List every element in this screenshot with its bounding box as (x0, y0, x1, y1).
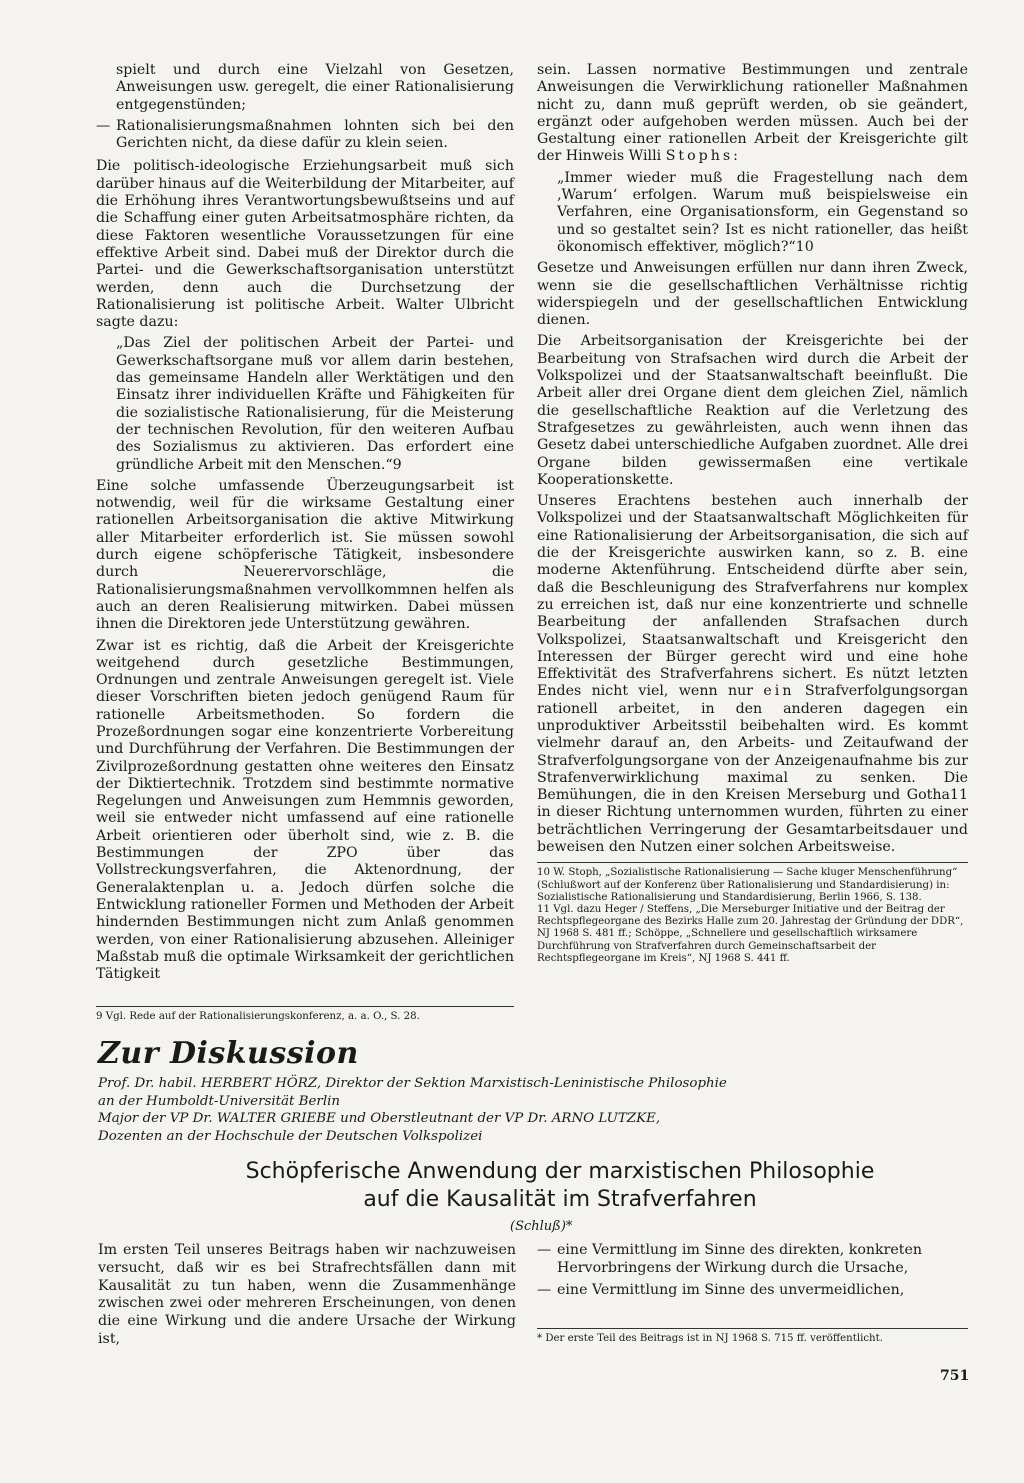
author-block (98, 1075, 958, 1145)
author-line: Prof. Dr. habil. HERBERT HÖRZ, Direktor der Sektion Marxistisch-Leninistische Philosophie (98, 1076, 727, 1091)
page-number: 751 (940, 1368, 970, 1384)
article-title (180, 1158, 940, 1214)
paragraph-text: Unseres Erachtens bestehen auch innerhalb der Volkspolizei und der Staatsanwaltschaft Möglichkeiten für eine Rationalisierung der Arbeitsorganisation, die sich auf die der Kreisgerichte auswirken kann, so z. B. eine moderne Aktenführung. Entscheidend dürfte aber sein, daß die Beschleunigung des Strafverfahrens nur komplex zu erreichen ist, daß nur eine konzentrierte und schnelle Bearbeitung der anfallenden Strafsachen durch Volkspolizei, Staatsanwaltschaft und Kreisgericht den Interessen der Bürger gerecht wird und eine hohe Effektivität des Strafverfahrens sichert. Es nützt letzten Endes nicht viel, wenn nur (537, 493, 968, 700)
dash-symbol: — (537, 1281, 552, 1298)
article-intro: Im ersten Teil unseres Beitrags haben wir nachzuweisen versucht, daß wir es bei Strafrechtsfällen dann mit Kausalität zu tun haben, wenn die Zusammenhänge zwischen zwei oder mehreren Erscheinungen, von denen die eine Wirkung und die andere Ursache der Wirkung ist, (98, 1242, 516, 1347)
footnote-text: * Der erste Teil des Beitrags ist in NJ 1968 S. 715 ff. veröffentlicht. (537, 1333, 883, 1344)
article-list (537, 1242, 968, 1303)
spaced-name: Stophs (665, 148, 734, 165)
paragraph: Zwar ist es richtig, daß die Arbeit der Kreisgerichte weitgehend durch gesetzliche Bestimmungen, Ordnungen und zentrale Anweisungen geregelt ist. Viele dieser Vorschriften bieten jedoch genügend Raum für rationelle Arbeitsmethoden. So fordern die Prozeßordnungen sogar eine konzentrierte Vorbereitung und Durchführung der Verfahren. Die Bestimmungen der Zivilprozeßordnung gestatten ohne weiteres den Einsatz der Diktiertechnik. Trotzdem sind bestimmte normative Regelungen und Anweisungen zum Hemmnis geworden, weil sie entweder nicht umfassend auf eine rationelle Arbeit orientieren oder überholt sind, wie z. B. die Bestimmungen der ZPO über das Vollstreckungsverfahren, die Aktenordnung, der Generalaktenplan u. a. Jedoch dürfen solche die Entwicklung rationeller Formen und Methoden der Arbeit hindernden Bestimmungen nicht zum Anlaß genommen werden, von einer Rationalisierung abzusehen. Alleiniger Maßstab muß die optimale Wirksamkeit der gerichtlichen Tätigkeit (96, 637, 514, 983)
paragraph: Gesetze und Anweisungen erfüllen nur dann ihren Zweck, wenn sie die gesellschaftlichen Verhältnisse richtig widerspiegeln und der gesellschaftlichen Entwicklung dienen. (537, 260, 968, 329)
title-line: auf die Kausalität im Strafverfahren (363, 1187, 757, 1212)
footnote-rule (96, 1006, 514, 1007)
spaced-word: ein (763, 683, 795, 700)
continuation-item: spielt und durch eine Vielzahl von Gesetzen, Anweisungen usw. geregelt, die einer Rationalisierung entgegenstünden; (116, 62, 514, 113)
footnote-rule (537, 862, 968, 863)
star-footnote (537, 1322, 968, 1345)
dash-list-item (537, 1242, 968, 1278)
dash-item-text: eine Vermittlung im Sinne des direkten, konkreten Hervorbringens der Wirkung durch die Ursache, (557, 1242, 923, 1276)
paragraph (537, 62, 968, 166)
footnote-10: 10 W. Stoph, „Sozialistische Rationalisierung — Sache kluger Menschenführung“ (Schlußwort auf der Konferenz über Rationalisierung und Standardisierung) in: Sozialistische Rationalisierung und Standardisierung, Berlin 1966, S. 138. (537, 867, 958, 903)
stoph-quote: „Immer wieder muß die Fragestellung nach dem ‚Warum‘ erfolgen. Warum muß beispielsweise ein Verfahren, eine Organisationsform, ein Gegenstand so und so gestaltet sein? Ist es nicht rationeller, das heißt ökonomisch effektiver, möglich?“10 (557, 169, 968, 255)
footnote-11: 11 Vgl. dazu Heger / Steffens, „Die Merseburger Initiative und der Beitrag der Rechtspflegeorgane des Bezirks Halle zum 20. Jahrestag der Gründung der DDR“, NJ 1968 S. 481 ff.; Schöppe, „Schnellere und gesellschaftlich wirksamere Durchführung von Strafverfahren durch Gemeinschaftsarbeit der Rechtspflegeorgane im Kreis“, NJ 1968 S. 441 ff. (537, 903, 964, 964)
title-line: Schöpferische Anwendung der marxistischen Philosophie (245, 1159, 875, 1184)
footnote-text: 9 Vgl. Rede auf der Rationalisierungskonferenz, a. a. O., S. 28. (96, 1011, 420, 1022)
colon: : (733, 148, 738, 165)
dash-symbol: — (537, 1242, 552, 1258)
footnote-rule (537, 1328, 968, 1329)
left-column (96, 62, 514, 987)
section-heading: Zur Diskussion (98, 1036, 359, 1071)
right-column (537, 62, 968, 965)
dash-list-item (96, 118, 514, 153)
author-line: Dozenten an der Hochschule der Deutschen Volkspolizei (98, 1128, 483, 1144)
author-line: Major der VP Dr. WALTER GRIEBE und Oberstleutnant der VP Dr. ARNO LUTZKE, (98, 1111, 661, 1126)
footnote-9 (96, 1000, 514, 1023)
paragraph: Eine solche umfassende Überzeugungsarbeit ist notwendig, weil für die wirksame Gestaltung einer rationellen Arbeitsorganisation die aktive Mitwirkung aller Mitarbeiter erforderlich ist. Sie müssen sowohl durch eigene schöpferische Tätigkeit, insbesondere durch Neuerervorschläge, die Rationalisierungsmaßnahmen vervollkommnen helfen als auch an deren Realisierung mitwirken. Dabei müssen ihnen die Direktoren jede Unterstützung gewähren. (96, 477, 514, 633)
article-subtitle: (Schluß)* (510, 1219, 573, 1234)
ulbricht-quote: „Das Ziel der politischen Arbeit der Partei- und Gewerkschaftsorgane muß vor allem darin bestehen, das gemeinsame Handeln aller Werktätigen und den Einsatz ihrer individuellen Kräfte und Fähigkeiten für die sozialistische Rationalisierung, für die Meisterung der technischen Revolution, für den weiteren Aufbau des Sozialismus zu aktivieren. Das erfordert eine gründliche Arbeit mit den Menschen.“9 (116, 335, 514, 473)
paragraph-text: Strafverfolgungsorgan rationell arbeitet, in den anderen dagegen ein unproduktiver Arbeitsstil beibehalten wird. Es kommt vielmehr darauf an, den Arbeits- und Zeitaufwand der Strafverfolgungsorgane von der Anzeigenaufnahme bis zur Strafenverwirklichung maximal zu senken. Die Bemühungen, die in den Kreisen Merseburg und Gotha11 in dieser Richtung unternommen wurden, führten zu einer beträchtlichen Verringerung der Gesamtarbeitsdauer und beweisen den Nutzen einer solchen Arbeitsweise. (537, 683, 969, 856)
paragraph: Die Arbeitsorganisation der Kreisgerichte bei der Bearbeitung von Strafsachen wird durch die Arbeit der Volkspolizei und der Staatsanwaltschaft beeinflußt. Die Arbeit aller drei Organe dient dem gleichen Ziel, nämlich die gesellschaftliche Reaktion auf die Verletzung des Strafgesetzes zu gewährleisten, auch wenn ihnen das Gesetz dabei unterschiedliche Aufgaben zuordnet. Alle drei Organe bilden gewissermaßen eine vertikale Kooperationskette. (537, 333, 968, 488)
dash-item-text: Rationalisierungsmaßnahmen lohnten sich bei den Gerichten nicht, da diese dafür zu klein seien. (116, 117, 514, 152)
paragraph: Die politisch-ideologische Erziehungsarbeit muß sich darüber hinaus auf die Weiterbildung der Mitarbeiter, auf die Erhöhung ihres Verantwortungsbewußtseins und auf die Schaffung einer guten Arbeitsatmosphäre richten, da diese Faktoren wesentliche Voraussetzungen für eine effektive Arbeit sind. Dabei muß der Direktor durch die Partei- und die Gewerkschaftsorganisation unterstützt werden, denn auch die Durchsetzung der Rationalisierung ist politische Arbeit. Walter Ulbricht sagte dazu: (96, 158, 514, 331)
paragraph-text: sein. Lassen normative Bestimmungen und zentrale Anweisungen die Verwirklichung rationeller Maßnahmen nicht zu, dann muß geprüft werden, ob sie geändert, ergänzt oder aufgehoben werden müssen. Auch bei der Gestaltung einer rationellen Arbeit der Kreisgerichte gilt der Hinweis Willi (537, 62, 968, 165)
dash-symbol: — (96, 117, 111, 134)
paragraph (537, 493, 968, 856)
dash-item-text: eine Vermittlung im Sinne des unvermeidlichen, (557, 1281, 905, 1298)
author-line: an der Humboldt-Universität Berlin (98, 1093, 341, 1109)
dash-list-item (537, 1282, 968, 1300)
